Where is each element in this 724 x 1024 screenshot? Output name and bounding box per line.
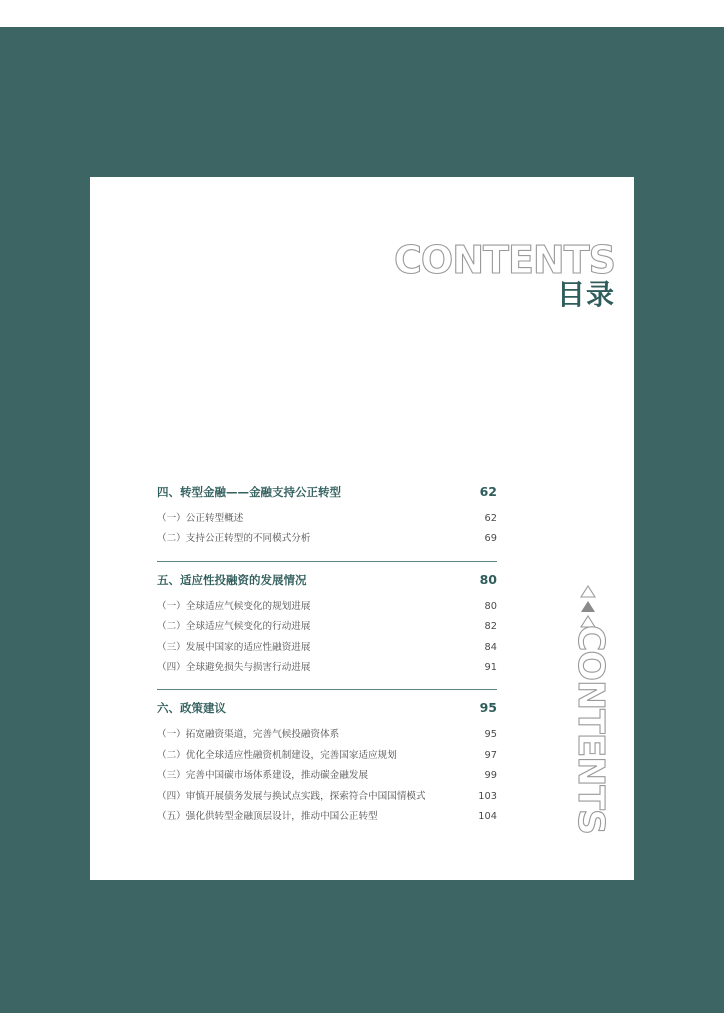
toc-section-page: 80 [479, 571, 497, 587]
section-divider [157, 689, 497, 690]
contents-card [90, 177, 634, 880]
toc-section [157, 572, 497, 680]
toc-item-title: （三）完善中国碳市场体系建设，推动碳金融发展 [157, 770, 369, 782]
toc-item[interactable] [157, 747, 497, 767]
toc-item-page: 103 [478, 790, 497, 802]
toc-item[interactable] [157, 808, 497, 828]
toc-item-page: 84 [484, 641, 497, 653]
toc-item-title: （二）全球适应气候变化的行动进展 [157, 621, 311, 633]
toc-item[interactable] [157, 530, 497, 550]
table-of-contents [157, 484, 497, 837]
toc-item-page: 80 [484, 600, 497, 612]
toc-item-title: （二）优化全球适应性融资机制建设，完善国家适应规划 [157, 749, 397, 761]
toc-item-title: （二）支持公正转型的不同模式分析 [157, 533, 311, 545]
toc-item-page: 82 [484, 621, 497, 633]
toc-section-title: 四、转型金融——金融支持公正转型 [157, 485, 341, 499]
toc-item-page: 95 [484, 729, 497, 741]
toc-item-page: 62 [484, 513, 497, 524]
toc-item-title: （一）拓宽融资渠道，完善气候投融资体系 [157, 729, 340, 741]
toc-section-header[interactable] [157, 572, 497, 594]
toc-item[interactable] [157, 510, 497, 530]
triangles-icon [578, 584, 598, 630]
toc-item-page: 97 [484, 749, 497, 761]
vertical-contents-label [570, 625, 610, 835]
toc-item-page: 99 [484, 770, 497, 782]
toc-item-page: 69 [484, 533, 497, 545]
toc-item-title: （一）全球适应气候变化的规划进展 [157, 600, 311, 612]
toc-section [157, 700, 497, 828]
toc-item-page: 91 [484, 661, 497, 673]
toc-item[interactable] [157, 639, 497, 659]
toc-section-title: 五、适应性投融资的发展情况 [157, 572, 307, 587]
toc-item-title: （三）发展中国家的适应性融资进展 [157, 641, 311, 653]
toc-section-title: 六、政策建议 [157, 701, 226, 716]
vertical-contents-text: CONTENTS [570, 625, 611, 834]
toc-item[interactable] [157, 618, 497, 638]
page-frame [0, 27, 724, 1013]
toc-item-title: （四）全球避免损失与损害行动进展 [157, 661, 311, 673]
toc-section-header[interactable] [157, 484, 497, 506]
toc-item[interactable] [157, 788, 497, 808]
toc-section-page: 62 [479, 484, 497, 499]
contents-heading-cn: 目录 [556, 278, 615, 311]
toc-item-title: （四）审慎开展债务发展与换试点实践，探索符合中国国情模式 [157, 790, 426, 802]
contents-heading-en: CONTENTS [394, 238, 615, 282]
toc-item[interactable] [157, 767, 497, 787]
toc-item-title: （五）强化供转型金融顶层设计，推动中国公正转型 [157, 810, 378, 822]
toc-section-header[interactable] [157, 700, 497, 722]
toc-section-page: 95 [479, 700, 497, 716]
toc-item[interactable] [157, 726, 497, 746]
toc-item[interactable] [157, 659, 497, 679]
toc-item-page: 104 [478, 810, 497, 822]
toc-item-title: （一）公正转型概述 [157, 513, 244, 524]
toc-section [157, 484, 497, 551]
section-divider [157, 561, 497, 562]
toc-item[interactable] [157, 598, 497, 618]
